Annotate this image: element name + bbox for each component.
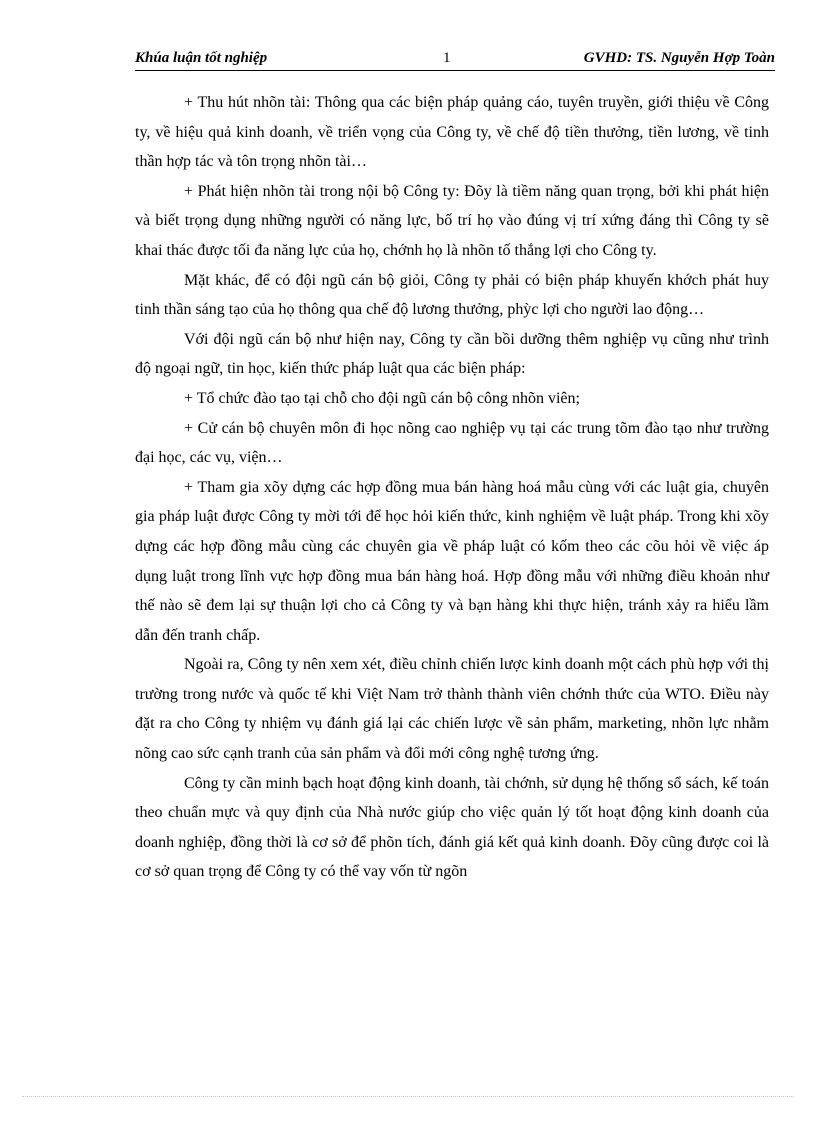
- paragraph: + Tổ chức đào tạo tại chỗ cho đội ngũ cán bộ công nhõn viên;: [184, 389, 580, 407]
- paragraph: Với đội ngũ cán bộ như hiện nay, Công ty cần bồi dưỡng thêm nghiệp vụ cũng như trình độ ngoại ngữ, tin học, kiến thức pháp luật qua các biện pháp:: [135, 330, 769, 378]
- paragraph: + Phát hiện nhõn tài trong nội bộ Công ty: Đõy là tiềm năng quan trọng, bởi khi phát hiện và biết trọng dụng những người có năng lực, bố trí họ vào đúng vị trí xứng đáng thì Công ty sẽ khai thác được tối đa năng lực của họ, chớnh họ là nhõn tố thắng lợi cho Công ty.: [135, 182, 769, 259]
- header-thesis-title: Khúa luận tốt nghiệp: [135, 50, 268, 66]
- paragraph: + Tham gia xõy dựng các hợp đồng mua bán hàng hoá mẫu cùng với các luật gia, chuyên gia pháp luật được Công ty mời tới để học hỏi kiến thức, kinh nghiệm về luật pháp. Trong khi xõy dựng các hợp đồng mẫu cùng các chuyên gia về pháp luật có kốm theo các cõu hỏi về việc áp dụng luật trong lĩnh vực hợp đồng mua bán hàng hoá. Hợp đồng mẫu với những điều khoản như thế nào sẽ đem lại sự thuận lợi cho cả Công ty và bạn hàng khi thực hiện, tránh xảy ra hiểu lầm dẫn đến tranh chấp.: [135, 478, 769, 644]
- header-supervisor: GVHD: TS. Nguyễn Hợp Toàn: [583, 50, 775, 66]
- header-page-number: 1: [443, 50, 451, 66]
- paragraph: Mặt khác, để có đội ngũ cán bộ giỏi, Công ty phải có biện pháp khuyến khớch phát huy tinh thần sáng tạo của họ thông qua chế độ lương thưởng, phỳc lợi cho người lao động…: [135, 271, 769, 319]
- paragraph: Ngoài ra, Công ty nên xem xét, điều chỉnh chiến lược kinh doanh một cách phù hợp với thị trường trong nước và quốc tế khi Việt Nam trở thành thành viên chớnh thức của WTO. Điều này đặt ra cho Công ty nhiệm vụ đánh giá lại các chiến lược về sản phẩm, marketing, nhõn lực nhằm nõng cao sức cạnh tranh của sản phẩm và đổi mới công nghệ tương ứng.: [135, 656, 769, 763]
- paragraph: + Thu hút nhõn tài: Thông qua các biện pháp quảng cáo, tuyên truyền, giới thiệu về Công ty, về hiệu quả kinh doanh, về triển vọng của Công ty, về chế độ tiền thưởng, tiền lương, về tinh thần hợp tác và tôn trọng nhõn tài…: [135, 94, 769, 171]
- page-header: [135, 48, 775, 71]
- paragraph: + Cử cán bộ chuyên môn đi học nõng cao nghiệp vụ tại các trung tõm đào tạo như trường đại học, các vụ, viện…: [135, 419, 769, 467]
- paragraph: Công ty cần minh bạch hoạt động kinh doanh, tài chớnh, sử dụng hệ thống sổ sách, kế toán theo chuẩn mực và quy định của Nhà nước giúp cho việc quản lý tốt hoạt động kinh doanh của doanh nghiệp, đồng thời là cơ sở để phõn tích, đánh giá kết quả kinh doanh. Đõy cũng được coi là cơ sở quan trọng để Công ty có thể vay vốn từ ngõn: [135, 774, 769, 881]
- page-bottom-border: [22, 1096, 794, 1097]
- body-text: [135, 88, 769, 887]
